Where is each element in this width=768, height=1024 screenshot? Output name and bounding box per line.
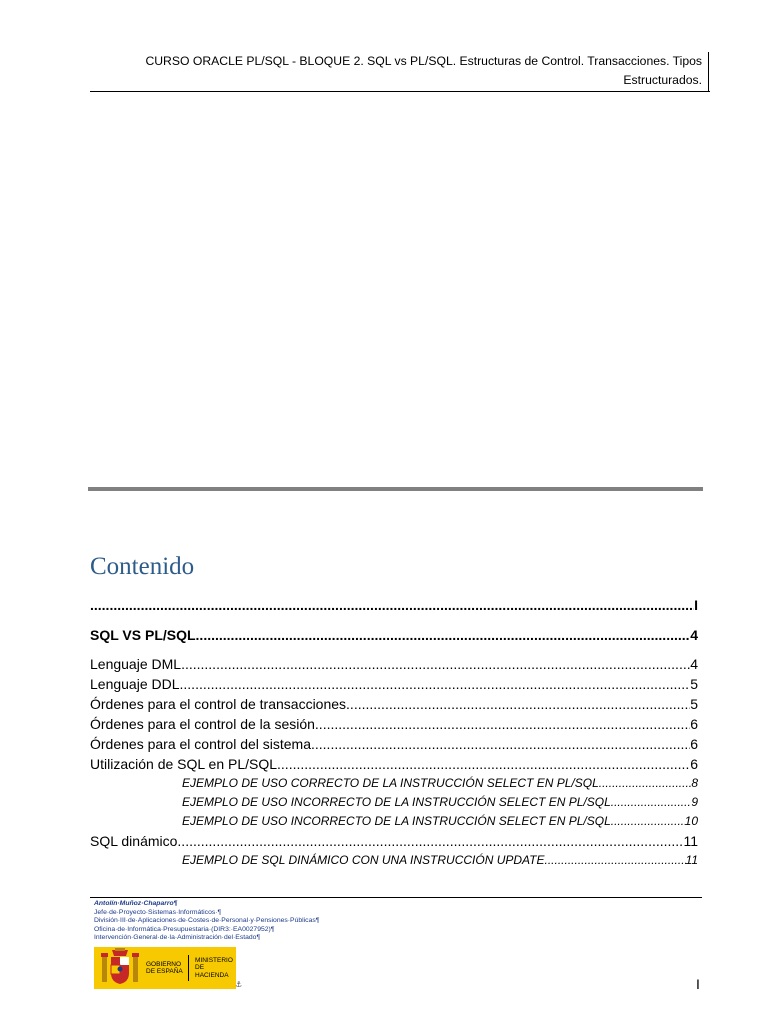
spain-coat-of-arms-icon [98, 948, 142, 988]
toc-entry[interactable] [90, 654, 698, 674]
toc-entry-page: I [694, 597, 698, 613]
toc-subentry[interactable] [90, 851, 698, 870]
header-line-2: Estructurados. [623, 73, 702, 87]
toc-entry-page: 6 [690, 716, 698, 732]
toc-entry-label: EJEMPLO DE SQL DINÁMICO CON UNA INSTRUCCIÓN UPDATE [182, 853, 545, 867]
toc-entry[interactable] [90, 734, 698, 754]
toc-leader-dots [277, 754, 690, 774]
footer-author-name: Antolín·Muñoz·Chaparro¶ [94, 900, 178, 907]
toc-entry-label: Utilización de SQL en PL/SQL [90, 756, 278, 772]
toc-entry-label: SQL dinámico [90, 833, 178, 849]
footer-line: Oficina·de·Informática·Presupuestaria·(DIR3:·EA0027952)¶ [94, 925, 275, 933]
toc-entry-page: 11 [683, 833, 698, 849]
footer-line: Jefe·de·Proyecto·Sistemas·Informáticos·¶ [94, 908, 222, 916]
toc-entry-label: EJEMPLO DE USO CORRECTO DE LA INSTRUCCIÓN SELECT EN PL/SQL [182, 776, 599, 790]
toc-entry[interactable] [90, 624, 698, 646]
toc-entry-page: 5 [690, 676, 698, 692]
toc-entry-label: Órdenes para el control de transacciones [90, 696, 347, 712]
toc-entry-label: Órdenes para el control del sistema [90, 736, 311, 752]
toc-entry[interactable] [90, 831, 698, 851]
header-vertical-bar [708, 52, 709, 92]
toc-entry-page: 9 [691, 795, 698, 809]
toc-leader-dots [611, 793, 692, 812]
toc-leader-dots [311, 734, 690, 754]
header-line-1: CURSO ORACLE PL/SQL - BLOQUE 2. SQL vs PL/SQL. Estructuras de Control. Transacciones. Tipos [145, 54, 702, 68]
toc-leader-dots [346, 694, 690, 714]
toc-entry[interactable] [90, 674, 698, 694]
footer-author-block [94, 900, 319, 943]
anchor-mark-icon: ⚓ [235, 980, 243, 989]
toc-leader-dots [315, 714, 690, 734]
toc-entry[interactable] [90, 714, 698, 734]
government-logo [94, 947, 236, 989]
toc-top-rule [88, 487, 703, 491]
toc-entry[interactable] [90, 694, 698, 714]
toc-subentry[interactable] [90, 812, 698, 831]
toc-entry-label: Lenguaje DDL [90, 676, 180, 692]
toc-entry-label: EJEMPLO DE USO INCORRECTO DE LA INSTRUCCIÓN SELECT EN PL/SQL [182, 814, 611, 828]
toc-leader-dots [611, 812, 685, 831]
toc-entry-page: 6 [690, 756, 698, 772]
footer-line: Intervención·General·de·la·Administración·del·Estado¶ [94, 934, 261, 942]
header-rule [90, 91, 710, 92]
toc-entry-page: 4 [690, 627, 698, 643]
toc-entry[interactable] [90, 754, 698, 774]
toc-entry-page: 6 [690, 736, 698, 752]
toc-subentry[interactable] [90, 774, 698, 793]
toc-leader-dots [196, 624, 691, 646]
toc-entry-label: Órdenes para el control de la sesión [90, 716, 315, 732]
toc-entry-page: 4 [690, 656, 698, 672]
toc-leader-dots [180, 674, 691, 694]
toc-leader-dots [599, 774, 692, 793]
logo-text-right: MINISTERIO DE HACIENDA [195, 956, 233, 979]
toc-title: Contenido [90, 553, 195, 580]
toc-leader-dots [90, 594, 694, 616]
toc-leader-dots [545, 851, 686, 870]
toc-subentry[interactable] [90, 793, 698, 812]
toc-entry-label: SQL VS PL/SQL [90, 627, 196, 643]
toc-entry-label: Lenguaje DML [90, 656, 182, 672]
logo-text-left: GOBIERNO DE ESPAÑA [146, 960, 183, 975]
table-of-contents [90, 594, 698, 870]
footer-line: División·III·de·Aplicaciones·de·Costes·de·Personal·y·Pensiones·Públicas¶ [94, 917, 320, 925]
toc-entry[interactable] [90, 594, 698, 616]
toc-entry-page: 8 [691, 776, 698, 790]
toc-entry-page: 11 [685, 853, 698, 867]
footer-rule [90, 897, 702, 898]
page-number: I [696, 976, 700, 992]
toc-entry-label: EJEMPLO DE USO INCORRECTO DE LA INSTRUCCIÓN SELECT EN PL/SQL [182, 795, 611, 809]
toc-entry-page: 5 [690, 696, 698, 712]
toc-leader-dots [177, 831, 683, 851]
logo-separator [188, 955, 189, 981]
toc-leader-dots [181, 654, 690, 674]
running-header [90, 52, 708, 90]
toc-entry-page: 10 [684, 814, 698, 828]
